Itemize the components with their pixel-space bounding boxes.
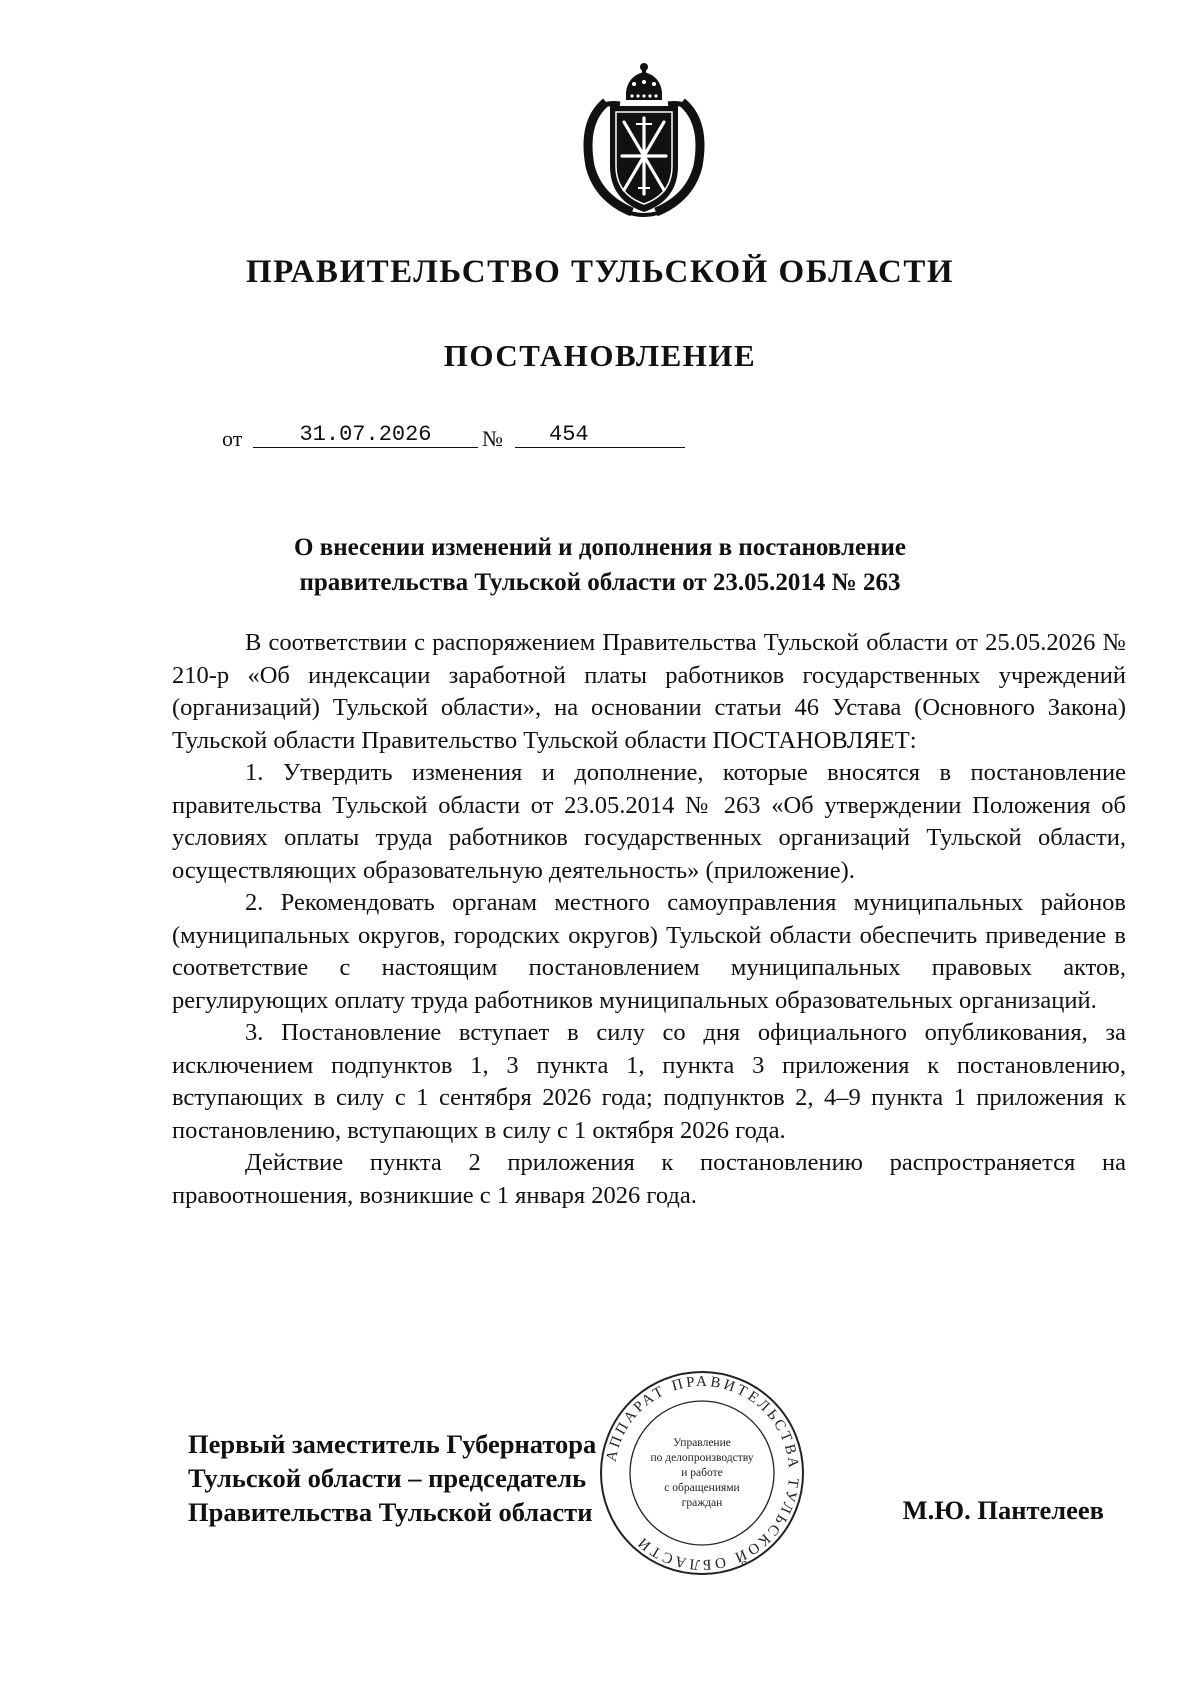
stamp-inner-line-1: Управление (673, 1437, 731, 1449)
signer-position-line-1: Первый заместитель Губернатора (188, 1429, 597, 1459)
signer-position-line-3: Правительства Тульской области (188, 1497, 593, 1527)
signature-block (188, 1427, 596, 1529)
document-body (172, 627, 1126, 1212)
document-date: 31.07.2026 (253, 422, 478, 448)
item-1-paragraph: 1. Утвердить изменения и дополнение, которые вносятся в постановление правительства Тульской области от 23.05.2014 № 263 «Об утверждении Положения об условиях оплаты труда работников государственных организаций Тульской области, осуществляющих образовательную деятельность» (приложение). (172, 759, 1126, 884)
item-3-paragraph: 3. Постановление вступает в силу со дня официального опубликования, за исключением подпунктов 1, 3 пункта 1, пункта 3 приложения к постановлению, вступающих в силу с 1 сентября 2026 года; подпунктов 2, 4–9 пункта 1 приложения к постановлению, вступающих в силу с 1 октября 2026 года. (172, 1019, 1126, 1144)
item-3-note-paragraph: Действие пункта 2 приложения к постановлению распространяется на правоотношения, возникшие с 1 января 2026 года. (172, 1149, 1126, 1209)
organization-title: ПРАВИТЕЛЬСТВО ТУЛЬСКОЙ ОБЛАСТИ (246, 254, 954, 290)
subject-line-1: О внесении изменений и дополнения в постановление (294, 534, 906, 561)
preamble-paragraph: В соответствии с распоряжением Правительства Тульской области от 25.05.2026 № 210-р «Об индексации заработной платы работников государственных учреждений (организаций) Тульской области», на основании статьи 46 Устава (Основного Закона) Тульской области Правительство Тульской области ПОСТАНОВЛЯЕТ: (172, 629, 1126, 754)
stamp-inner-line-4: с обращениями (664, 1482, 740, 1494)
stamp-inner-line-5: граждан (681, 1497, 723, 1509)
stamp-inner-line-2: по делопроизводству (650, 1452, 754, 1464)
document-subject (120, 530, 1080, 600)
document-number: 454 (515, 422, 685, 448)
signer-position-line-2: Тульской области – председатель (188, 1463, 587, 1493)
stamp-outer-text: АППАРАТ ПРАВИТЕЛЬСТВА ТУЛЬСКОЙ ОБЛАСТИ (603, 1373, 802, 1573)
item-2-paragraph: 2. Рекомендовать органам местного самоуправления муниципальных районов (муниципальных округов, городских округов) Тульской области обеспечить приведение в соответствие с настоящим постановлением муниципальных правовых актов, регулирующих оплату труда работников муниципальных образовательных организаций. (172, 889, 1126, 1014)
number-prefix: № (482, 426, 503, 451)
subject-line-2: правительства Тульской области от 23.05.2014 № 263 (299, 569, 901, 596)
document-type: ПОСТАНОВЛЕНИЕ (443, 338, 757, 373)
tula-coat-of-arms-icon (576, 62, 712, 222)
date-prefix: от (222, 426, 243, 451)
official-stamp (597, 1368, 807, 1578)
signer-name: М.Ю. Пантелеев (902, 1495, 1104, 1525)
stamp-inner-line-3: и работе (681, 1467, 723, 1479)
